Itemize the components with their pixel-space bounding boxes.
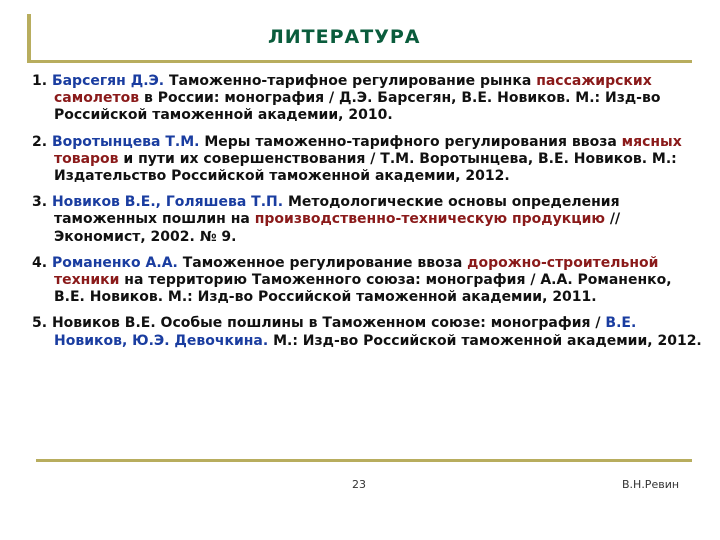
reference-item — [32, 134, 704, 186]
reference-list — [32, 73, 704, 359]
reference-keyword: производственно-техническую продукцию — [254, 211, 606, 228]
reference-keyword: мясных товаров — [54, 133, 682, 167]
reference-text: Методологические основы определения таможенных пошлин на — [54, 194, 620, 228]
reference-text: и пути их совершенствования / Т.М. Воротынцева, В.Е. Новиков. М.: Издательство Российской таможенной академии, 2012. — [54, 150, 677, 185]
reference-number: 1. — [32, 73, 48, 89]
reference-number: 3. — [32, 194, 48, 211]
reference-text: Меры таможенно-тарифного регулирования ввоза — [199, 133, 622, 150]
reference-keyword: дорожно-строительной техники — [54, 254, 659, 289]
reference-text: Новиков В.Е. Особые пошлины в Таможенном союзе: монография / — [51, 315, 606, 332]
reference-text: Таможенное регулирование ввоза — [177, 254, 468, 271]
reference-text: на территорию Таможенного союза: монография / А.А. Романенко, В.Е. Новиков. М.: Изд-во Российской таможенной академии, 2011. — [54, 272, 672, 306]
reference-item — [32, 255, 704, 307]
page-title: ЛИТЕРАТУРА — [268, 26, 421, 48]
page-number: 23 — [352, 478, 366, 491]
accent-top-line — [27, 60, 692, 63]
reference-text: Таможенно-тарифное регулирование рынка — [164, 73, 537, 89]
reference-item — [32, 315, 704, 349]
reference-author: Воротынцева Т.М. — [51, 133, 200, 150]
reference-author: Барсегян Д.Э. — [51, 73, 165, 89]
reference-text: // Экономист, 2002. № 9. — [54, 211, 621, 245]
reference-item — [32, 194, 704, 246]
reference-item — [32, 73, 704, 125]
reference-keyword: пассажирских самолетов — [54, 73, 652, 107]
reference-author: Новиков В.Е., Голяшева Т.П. — [51, 194, 284, 211]
accent-bottom-line — [36, 459, 692, 462]
reference-author: В.Е. Новиков, Ю.Э. Девочкина. — [54, 315, 637, 349]
footer-author: В.Н.Ревин — [622, 478, 680, 491]
accent-vertical-line — [27, 14, 31, 62]
reference-number: 2. — [32, 133, 48, 150]
reference-text: в России: монография / Д.Э. Барсегян, В.Е. Новиков. М.: Изд-во Российской таможенной академии, 2010. — [54, 90, 661, 124]
reference-author: Романенко А.А. — [51, 254, 178, 271]
reference-number: 4. — [32, 254, 48, 271]
reference-text: М.: Изд-во Российской таможенной академии, 2012. — [268, 332, 702, 349]
reference-number: 5. — [32, 315, 48, 332]
